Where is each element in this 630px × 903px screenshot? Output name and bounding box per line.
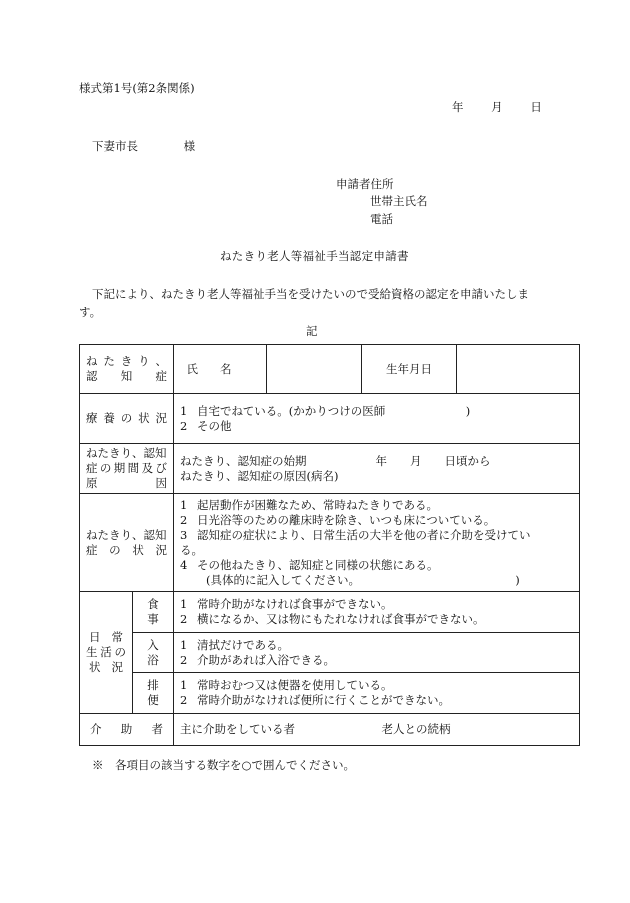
bath-option-1: 1 清拭だけである。: [180, 637, 289, 652]
toilet-option-2: 2 常時介助がなければ便所に行くことができない。: [180, 693, 450, 707]
birth-label-cell: [362, 345, 457, 394]
intro-line-2: す。: [79, 305, 102, 319]
caregiver-content[interactable]: [174, 714, 580, 746]
meal-option-1: 1 常時介助がなければ食事ができない。: [180, 597, 393, 611]
caregiver-label: 介 助 者: [90, 722, 163, 736]
toilet-label-2: 便: [147, 693, 159, 707]
patient-label-line-1: ね た き り 、: [86, 354, 167, 368]
daily-label-line-3: 状 況: [89, 660, 123, 674]
meal-row: [80, 592, 580, 633]
name-input-cell[interactable]: [267, 345, 362, 394]
bath-row: [80, 633, 580, 673]
name-label: 氏名: [186, 361, 254, 376]
condition-option-2: 2 日光浴等のための離床時を除き、いつも床についている。: [180, 512, 496, 527]
condition-option-4: 4 その他ねたきり、認知症と同様の状態にある。: [180, 557, 439, 572]
birth-label: 生年月日: [386, 361, 432, 376]
form-number: 様式第1号(第2条関係): [79, 81, 195, 95]
condition-option-3: 3 認知症の症状により、日常生活の大半を他の者に介助を受けてい: [180, 527, 531, 542]
care-status-content[interactable]: [174, 394, 580, 444]
condition-option-4-detail: (具体的に記入してください。 ): [206, 572, 520, 587]
onset-line: ねたきり、認知症の始期 年 月 日頃から: [180, 453, 491, 468]
intro-line-1: 下記により、ねたきり老人等福祉手当を受けたいので受給資格の認定を申請いたしま: [92, 287, 529, 301]
condition-option-3-cont: る。: [180, 542, 203, 557]
meal-label-cell: [133, 592, 174, 633]
bath-label-cell: [133, 633, 174, 673]
applicant-address-label: 申請者住所: [336, 177, 394, 191]
applicant-name-label: 世帯主氏名: [370, 194, 428, 208]
cause-line: ねたきり、認知症の原因(病名): [180, 468, 339, 483]
care-status-label: 療 養 の 状 況: [86, 411, 167, 425]
meal-label-1: 食: [147, 597, 159, 611]
period-content[interactable]: [174, 444, 580, 494]
care-option-2: 2 その他: [180, 418, 232, 433]
meal-label-2: 事: [147, 612, 159, 626]
condition-label-line-1: ねたきり、認知: [86, 527, 167, 542]
daily-label-line-2: 生 活 の: [86, 645, 126, 659]
addressee-line: [92, 138, 195, 154]
condition-label-cell: [80, 494, 174, 592]
date-month: 月: [491, 100, 503, 114]
toilet-label-cell: [133, 673, 174, 714]
birth-input-cell[interactable]: [457, 345, 580, 394]
date-day: 日: [530, 100, 542, 114]
toilet-content[interactable]: [174, 673, 580, 714]
caregiver-row: [80, 714, 580, 746]
meal-content[interactable]: [174, 592, 580, 633]
addressee: 下妻市長: [92, 139, 138, 153]
meal-option-2: 2 横になるか、又は物にもたれなければ食事ができない。: [180, 612, 485, 626]
condition-row: [80, 494, 580, 592]
condition-content[interactable]: [174, 494, 580, 592]
applicant-phone-label: 電話: [370, 212, 393, 226]
honorific: 様: [183, 139, 196, 153]
date-line: [452, 99, 542, 115]
patient-label-cell: [80, 345, 174, 394]
relation-label: 老人との続柄: [381, 722, 451, 736]
date-year: 年: [452, 100, 464, 114]
care-status-label-cell: [80, 394, 174, 444]
bath-option-2: 2 介助があれば入浴できる。: [180, 652, 335, 667]
patient-label-line-2: 認 知 症: [86, 369, 167, 383]
bath-label-2: 浴: [147, 652, 159, 667]
main-caregiver-label: 主に介助をしている者: [180, 722, 295, 736]
period-label-line-3: 原 因: [86, 476, 167, 490]
condition-option-1: 1 起居動作が困難なため、常時ねたきりである。: [180, 497, 439, 512]
application-table: [79, 344, 580, 746]
caregiver-label-cell: [80, 714, 174, 746]
daily-label-line-1: 日 常: [89, 630, 123, 644]
name-label-cell: [174, 345, 267, 394]
ki-heading: 記: [306, 324, 318, 338]
daily-life-label-cell: [80, 592, 133, 714]
period-row: [80, 444, 580, 494]
period-label-line-2: 症 の 期 間 及 び: [86, 461, 167, 475]
period-label-line-1: ねたきり、認知: [86, 446, 167, 460]
footnote: ※ 各項目の該当する数字を○で囲んでください。: [92, 758, 356, 772]
period-label-cell: [80, 444, 174, 494]
toilet-option-1: 1 常時おむつ又は便器を使用している。: [180, 678, 393, 692]
document-title: ねたきり老人等福祉手当認定申請書: [220, 249, 409, 263]
care-status-row: [80, 394, 580, 444]
bath-label-1: 入: [147, 637, 159, 652]
care-option-1: 1 自宅でねている。(かかりつけの医師 ): [180, 403, 471, 418]
toilet-label-1: 排: [147, 678, 159, 692]
toilet-row: [80, 673, 580, 714]
bath-content[interactable]: [174, 633, 580, 673]
patient-row: [80, 345, 580, 394]
condition-label-line-2: 症 の 状 況: [86, 542, 167, 557]
